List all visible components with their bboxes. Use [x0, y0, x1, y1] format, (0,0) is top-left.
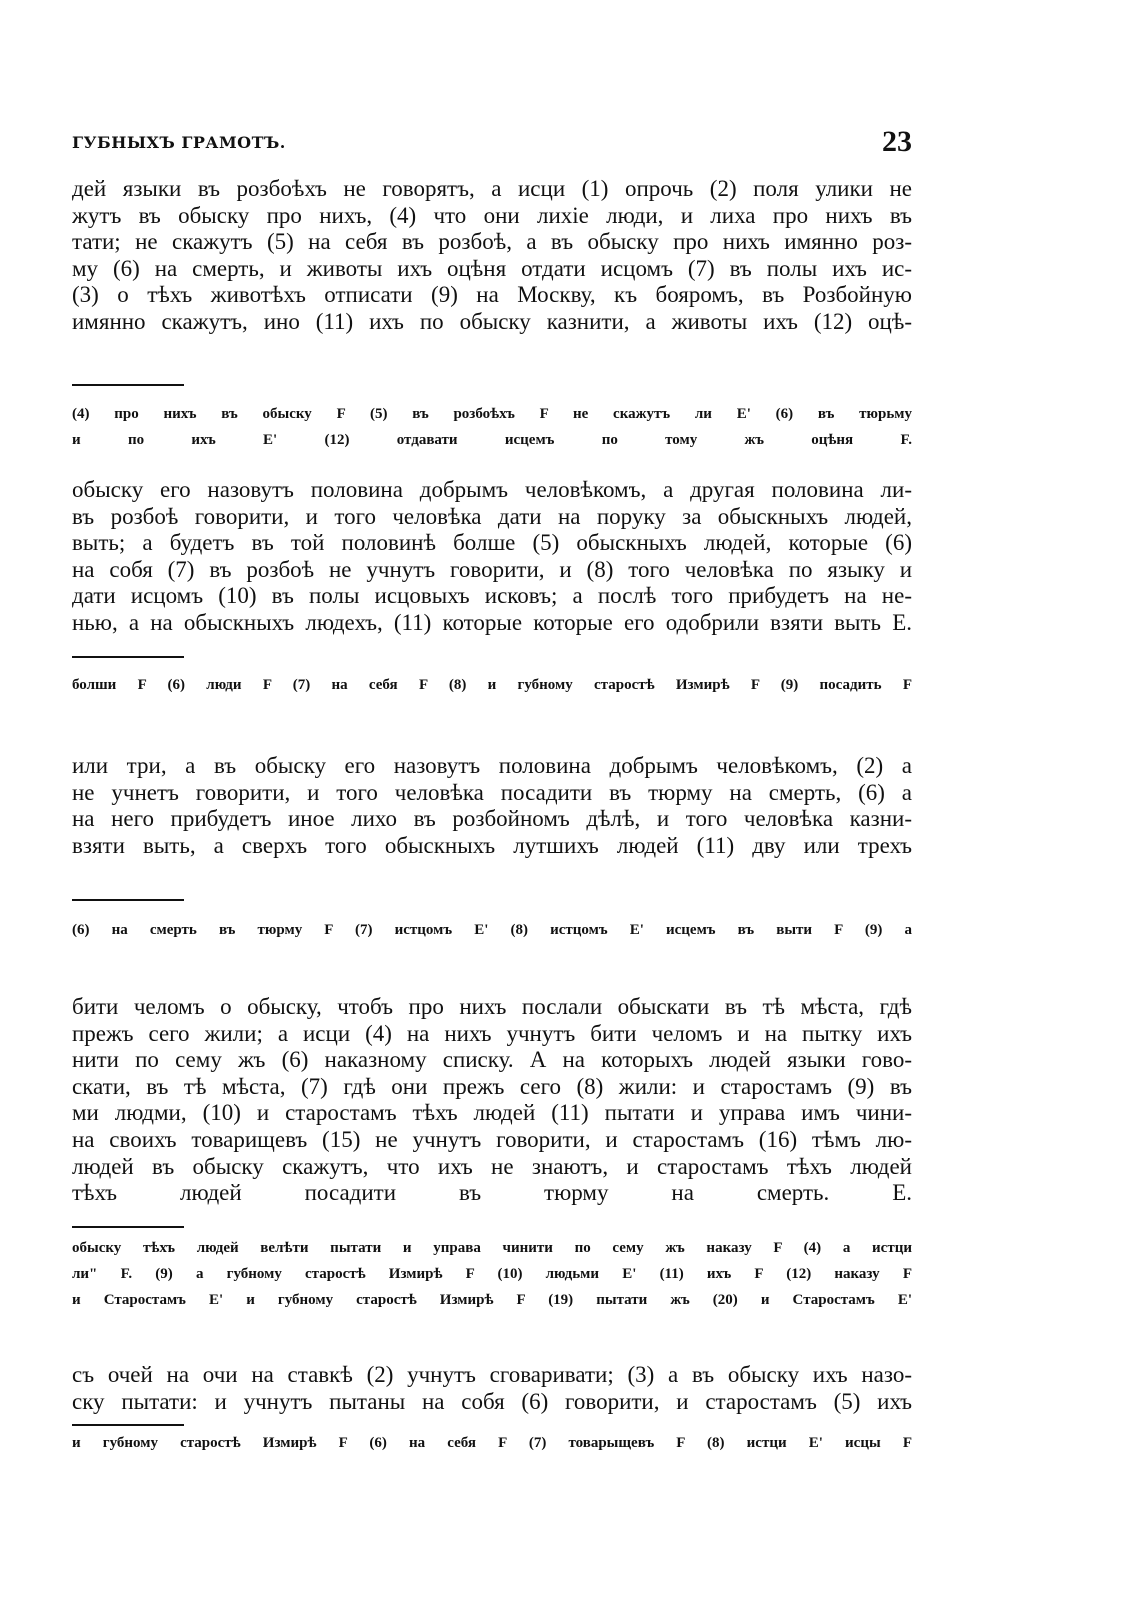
text-line: нью, а на обыскныхъ людехъ, (11) которые которые его одобрили взяти выть E. — [72, 609, 912, 635]
text-fragment-1 — [72, 176, 912, 336]
text-line: тѣхъ людей посадити въ тюрму на смерть. E. — [72, 1180, 912, 1206]
footnote-divider — [72, 384, 184, 386]
text-line: на собя (7) въ розбоѣ не учнутъ говорити, и (8) того человѣка по языку и — [72, 556, 912, 582]
text-line: людей въ обыску скажутъ, что ихъ не знаютъ, и старостамъ тѣхъ людей — [72, 1153, 912, 1179]
footnote-line: (4) про нихъ въ обыску F (5) въ розбоѣхъ F не скажутъ ли E' (6) въ тюрьму — [72, 406, 912, 422]
footnote-divider — [72, 656, 184, 658]
text-line: дей языки въ розбоѣхъ не говорятъ, а исци (1) опрочь (2) поля улики не — [72, 176, 912, 201]
text-line: бити челомъ о обыску, чтобъ про нихъ послали обыскати въ тѣ мѣста, гдѣ — [72, 994, 912, 1019]
text-line: на своихъ товарищевъ (15) не учнутъ говорити, и старостамъ (16) тѣмъ лю- — [72, 1126, 912, 1152]
text-fragment-4 — [72, 994, 912, 1207]
footnote-line: и губному старостѣ Измирѣ F (6) на себя F (7) товарыщевъ F (8) истци E' исцы F — [72, 1435, 912, 1451]
footnotes-5 — [72, 1430, 912, 1456]
text-line: имянно скажутъ, ино (11) ихъ по обыску казнити, а животы ихъ (12) оцѣ- — [72, 308, 912, 334]
text-line: жутъ въ обыску про нихъ, (4) что они лихіе люди, и лиха про нихъ въ — [72, 202, 912, 228]
text-fragment-2 — [72, 477, 912, 637]
text-line: съ очей на очи на ставкѣ (2) учнутъ сговаривати; (3) а въ обыску ихъ назо- — [72, 1362, 912, 1387]
footnote-line: и по ихъ E' (12) отдавати исцемъ по тому жъ оцѣня F. — [72, 432, 912, 448]
footnotes-1 — [72, 401, 912, 453]
text-line: обыску его назовутъ половина добрымъ человѣкомъ, а другая половина ли- — [72, 477, 912, 502]
text-line: скати, въ тѣ мѣста, (7) гдѣ они прежъ сего (8) жили: и старостамъ (9) въ — [72, 1073, 912, 1099]
text-line: нити по сему жъ (6) наказному списку. А на которыхъ людей языки гово- — [72, 1047, 912, 1073]
text-line: на него прибудетъ иное лихо въ розбойномъ дѣлѣ, и того человѣка казни- — [72, 806, 912, 832]
text-line: тати; не скажутъ (5) на себя въ розбоѣ, а въ обыску про нихъ имянно роз- — [72, 229, 912, 255]
footnotes-4 — [72, 1235, 912, 1313]
footnote-line: и Старостамъ E' и губному старостѣ Измирѣ F (19) пытати жъ (20) и Старостамъ E' — [72, 1292, 912, 1308]
page-number: 23 — [882, 125, 912, 158]
text-line: (3) о тѣхъ животѣхъ отписати (9) на Москву, къ бояромъ, въ Розбойную — [72, 282, 912, 308]
text-line: му (6) на смерть, и животы ихъ оцѣня отдати исцомъ (7) въ полы ихъ ис- — [72, 255, 912, 281]
text-line: не учнетъ говорити, и того человѣка посадити въ тюрму на смерть, (6) а — [72, 779, 912, 805]
running-header — [72, 125, 912, 165]
footnote-line: болши F (6) люди F (7) на себя F (8) и губному старостѣ Измирѣ F (9) посадить F — [72, 677, 912, 693]
text-line: въ розбоѣ говорити, и того человѣка дати на поруку за обыскныхъ людей, — [72, 503, 912, 529]
text-fragment-3 — [72, 753, 912, 859]
text-fragment-5 — [72, 1362, 912, 1415]
footnote-divider — [72, 1226, 184, 1228]
text-line: или три, а въ обыску его назовутъ половина добрымъ человѣкомъ, (2) а — [72, 753, 912, 778]
footnote-divider — [72, 899, 184, 901]
footnote-line: ли" F. (9) а губному старостѣ Измирѣ F (10) людьми E' (11) ихъ F (12) наказу F — [72, 1266, 912, 1282]
footnotes-2 — [72, 672, 912, 698]
footnotes-3 — [72, 917, 912, 943]
running-title: ГУБНЫХЪ ГРАМОТЪ. — [72, 133, 286, 152]
text-line: выть; а будетъ въ той половинѣ болше (5) обыскныхъ людей, которые (6) — [72, 530, 912, 556]
text-line: дати исцомъ (10) въ полы исцовыхъ исковъ; а послѣ того прибудетъ на не- — [72, 583, 912, 609]
text-line: взяти выть, а сверхъ того обыскныхъ лутшихъ людей (11) дву или трехъ — [72, 832, 912, 858]
footnote-divider — [72, 1424, 184, 1426]
footnote-line: обыску тѣхъ людей велѣти пытати и управа чинити по сему жъ наказу F (4) а истци — [72, 1240, 912, 1256]
text-line: ску пытати: и учнутъ пытаны на собя (6) говорити, и старостамъ (5) ихъ — [72, 1388, 912, 1414]
footnote-line: (6) на смерть въ тюрму F (7) истцомъ E' (8) истцомъ E' исцемъ въ выти F (9) а — [72, 922, 912, 938]
text-line: прежъ сего жили; а исци (4) на нихъ учнутъ бити челомъ и на пытку ихъ — [72, 1020, 912, 1046]
text-line: ми людми, (10) и старостамъ тѣхъ людей (11) пытати и управа имъ чини- — [72, 1100, 912, 1126]
